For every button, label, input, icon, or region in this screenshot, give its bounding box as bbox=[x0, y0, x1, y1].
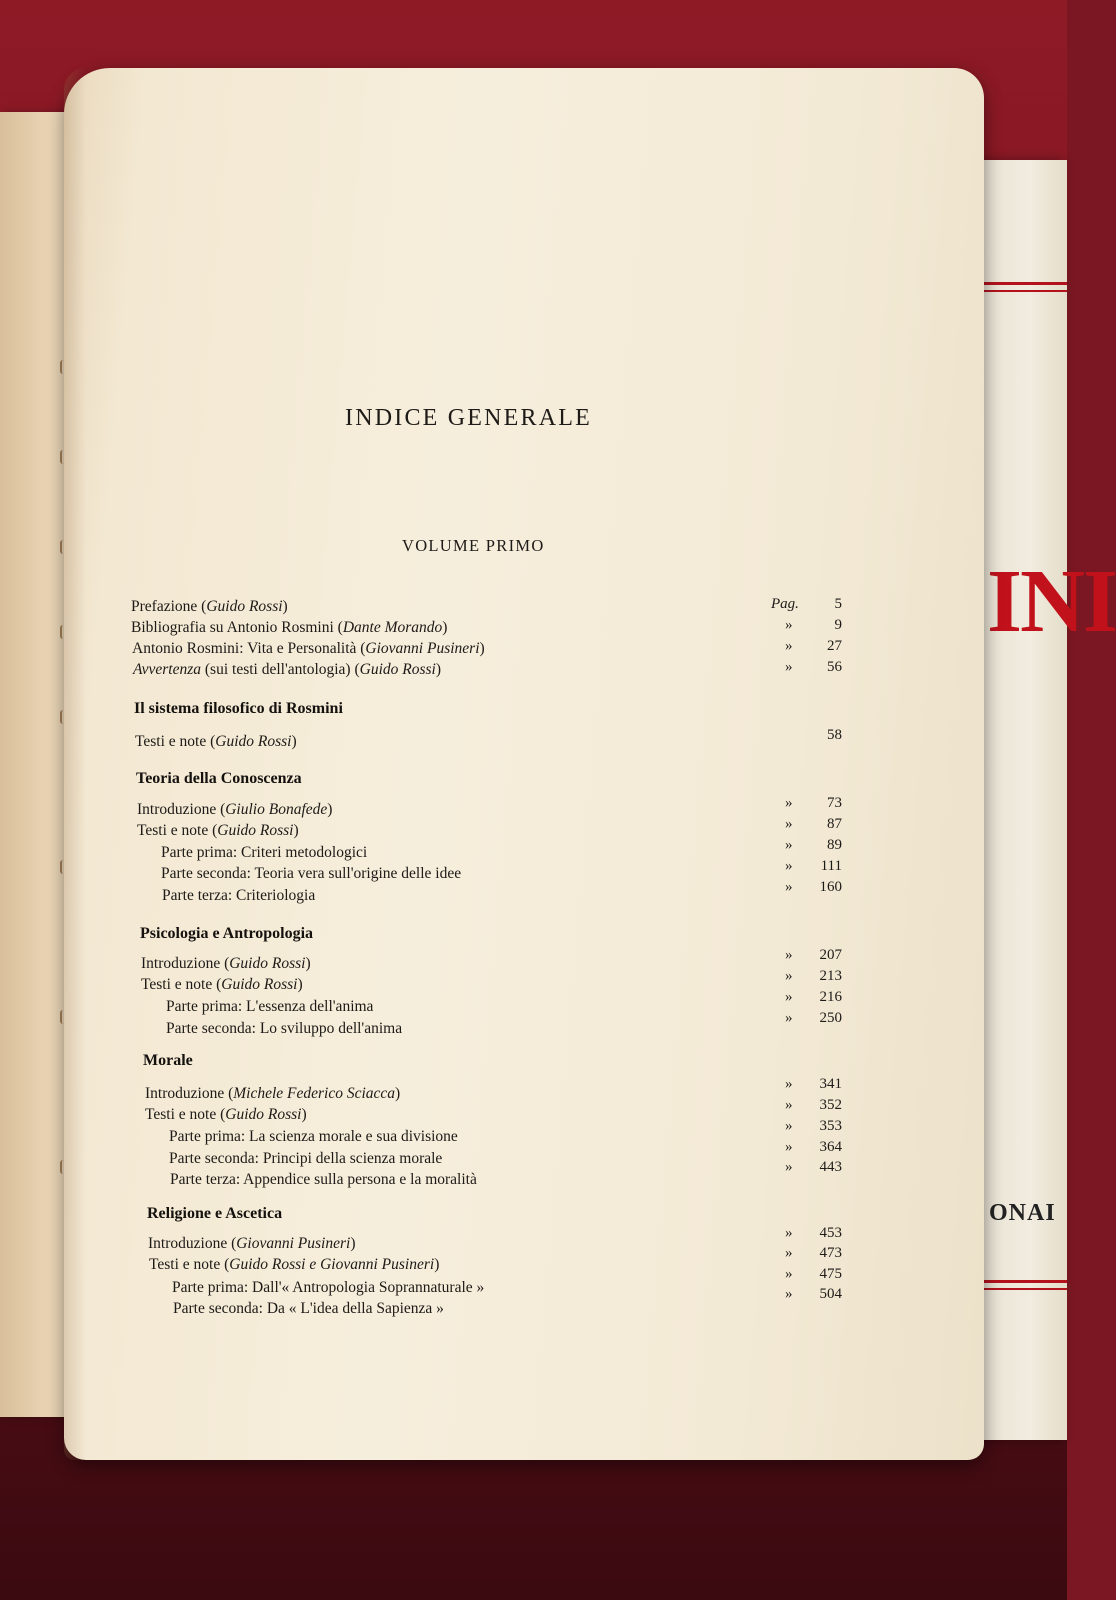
entry-text: Testi e note ( bbox=[149, 1256, 230, 1273]
entry-text: ) bbox=[479, 640, 485, 657]
section-heading: Religione e Ascetica bbox=[147, 1205, 283, 1222]
page-number bbox=[785, 1118, 842, 1138]
page-number-value: 9 bbox=[834, 617, 842, 633]
page-number-value: 453 bbox=[819, 1225, 842, 1241]
page-number-value: 352 bbox=[819, 1097, 842, 1113]
entry-text: Parte seconda: Da « L'idea della Sapienza » bbox=[173, 1300, 444, 1317]
toc-entry bbox=[132, 640, 485, 658]
page-number bbox=[785, 1139, 842, 1159]
page-number-value: 250 bbox=[819, 1010, 842, 1026]
page-number-value: 87 bbox=[827, 816, 842, 832]
entry-text: ) bbox=[297, 976, 303, 993]
ditto-mark: » bbox=[785, 617, 793, 633]
entry-text: Bibliografia su Antonio Rosmini ( bbox=[131, 619, 343, 636]
page-number bbox=[785, 795, 842, 815]
toc-entry bbox=[169, 1128, 458, 1146]
entry-text: Parte seconda: Teoria vera sull'origine delle idee bbox=[161, 865, 462, 882]
author-name: Michele Federico Sciacca bbox=[233, 1085, 396, 1102]
page-number-value: 58 bbox=[827, 727, 842, 743]
booklet-cover-letters: INI bbox=[987, 552, 1116, 651]
page-number-value: 353 bbox=[819, 1118, 842, 1134]
toc-entry bbox=[148, 1235, 356, 1253]
toc-entry bbox=[162, 887, 315, 905]
toc-entry bbox=[131, 619, 447, 637]
page-label: Pag. bbox=[771, 596, 799, 612]
page-number bbox=[785, 727, 842, 747]
page-number-value: 89 bbox=[827, 837, 842, 853]
author-name: Giovanni Pusineri bbox=[365, 640, 480, 657]
ditto-mark: » bbox=[785, 968, 793, 984]
page-number bbox=[785, 617, 842, 637]
entry-text: Parte prima: La scienza morale e sua divisione bbox=[169, 1128, 458, 1145]
entry-text: Antonio Rosmini: Vita e Personalità ( bbox=[132, 640, 366, 657]
page-number-value: 216 bbox=[819, 989, 842, 1005]
entry-text: Parte terza: Criteriologia bbox=[162, 887, 316, 904]
entry-text: ) bbox=[305, 955, 311, 972]
entry-text: Parte prima: L'essenza dell'anima bbox=[166, 998, 374, 1015]
author-name: Giulio Bonafede bbox=[225, 801, 328, 818]
ditto-mark: » bbox=[785, 1076, 793, 1092]
page-number bbox=[785, 1245, 842, 1265]
ditto-mark: » bbox=[785, 858, 793, 874]
author-name: Guido Rossi bbox=[359, 661, 436, 678]
ditto-mark: » bbox=[785, 1097, 793, 1113]
toc-entry bbox=[170, 1171, 477, 1189]
page-number bbox=[785, 947, 842, 967]
entry-text: ) bbox=[327, 801, 333, 818]
author-name: Guido Rossi bbox=[206, 598, 283, 615]
entry-text: Parte seconda: Lo sviluppo dell'anima bbox=[166, 1020, 403, 1037]
entry-text: Testi e note ( bbox=[145, 1106, 226, 1123]
author-name: Guido Rossi bbox=[229, 955, 306, 972]
entry-text: ) bbox=[282, 598, 288, 615]
section-heading: Il sistema filosofico di Rosmini bbox=[134, 700, 343, 717]
toc-entry bbox=[173, 1300, 444, 1318]
ditto-mark: » bbox=[785, 1010, 793, 1026]
ditto-mark: » bbox=[785, 1266, 793, 1282]
author-name: Avvertenza bbox=[133, 661, 202, 678]
entry-text: Testi e note ( bbox=[137, 822, 218, 839]
entry-text: ) bbox=[293, 822, 299, 839]
ditto-mark: » bbox=[785, 795, 793, 811]
ditto-mark: » bbox=[785, 1286, 793, 1302]
entry-text: ) bbox=[435, 661, 442, 678]
page-number-value: 213 bbox=[819, 968, 842, 984]
toc-entry bbox=[141, 976, 303, 994]
entry-text: Introduzione ( bbox=[148, 1235, 237, 1252]
entry-text: ) bbox=[395, 1085, 401, 1102]
page-number bbox=[785, 1159, 842, 1179]
entry-text: Parte prima: Criteri metodologici bbox=[161, 844, 368, 861]
toc-entry bbox=[161, 865, 461, 883]
entry-text: Prefazione ( bbox=[131, 598, 207, 615]
page-number bbox=[785, 1286, 842, 1306]
toc-entry bbox=[141, 955, 311, 973]
ditto-mark: » bbox=[785, 1159, 793, 1175]
page-number bbox=[771, 596, 842, 616]
ditto-mark: » bbox=[785, 1225, 793, 1241]
page-number bbox=[785, 1010, 842, 1030]
page-number bbox=[785, 989, 842, 1009]
section-heading: Psicologia e Antropologia bbox=[140, 925, 314, 942]
booklet-cover-text: ONAI bbox=[989, 1200, 1056, 1226]
entry-text: Parte prima: Dall'« Antropologia Soprannaturale » bbox=[172, 1279, 485, 1296]
ditto-mark: » bbox=[785, 1118, 793, 1134]
toc-entry bbox=[145, 1085, 400, 1103]
page-number bbox=[785, 816, 842, 836]
entry-text: Testi e note ( bbox=[141, 976, 222, 993]
page-number bbox=[785, 1266, 842, 1286]
author-name: Guido Rossi bbox=[217, 822, 294, 839]
entry-text: Parte seconda: Principi della scienza morale bbox=[169, 1150, 443, 1167]
toc-entry bbox=[172, 1279, 484, 1297]
page-number bbox=[785, 879, 842, 899]
toc-entry bbox=[137, 801, 332, 819]
toc-entry bbox=[166, 1020, 402, 1038]
page-title: INDICE GENERALE bbox=[345, 405, 592, 431]
page-number-value: 111 bbox=[820, 858, 842, 874]
page-number-value: 475 bbox=[819, 1266, 842, 1282]
page-number-value: 364 bbox=[819, 1139, 842, 1155]
page-number-value: 443 bbox=[819, 1159, 842, 1175]
entry-text: Testi e note ( bbox=[135, 733, 216, 750]
author-name: Guido Rossi e Giovanni Pusineri bbox=[229, 1256, 435, 1273]
page-number bbox=[785, 659, 842, 679]
page-number-value: 504 bbox=[819, 1286, 842, 1302]
toc-entry bbox=[135, 733, 297, 751]
page-number bbox=[785, 858, 842, 878]
page-number bbox=[785, 1225, 842, 1245]
page-number bbox=[785, 1097, 842, 1117]
page-number-value: 27 bbox=[827, 638, 842, 654]
toc-entry bbox=[149, 1256, 439, 1274]
page-number-value: 56 bbox=[827, 659, 842, 675]
author-name: Guido Rossi bbox=[215, 733, 292, 750]
ditto-mark: » bbox=[785, 879, 793, 895]
volume-heading: VOLUME PRIMO bbox=[402, 536, 545, 555]
background-booklet bbox=[975, 160, 1116, 1440]
entry-text: Introduzione ( bbox=[141, 955, 230, 972]
toc-entry bbox=[145, 1106, 307, 1124]
ditto-mark: » bbox=[785, 989, 793, 1005]
page-number bbox=[785, 638, 842, 658]
author-name: Guido Rossi bbox=[225, 1106, 302, 1123]
toc-entry bbox=[161, 844, 367, 862]
toc-entry bbox=[137, 822, 299, 840]
section-heading: Teoria della Conoscenza bbox=[136, 770, 302, 787]
section-heading: Morale bbox=[143, 1052, 193, 1069]
ditto-mark: » bbox=[785, 638, 793, 654]
entry-text: ) bbox=[301, 1106, 307, 1123]
entry-text: ) bbox=[434, 1256, 440, 1273]
page-number-value: 160 bbox=[819, 879, 842, 895]
entry-text: ) bbox=[291, 733, 297, 750]
toc-entry bbox=[169, 1150, 442, 1168]
entry-text: Introduzione ( bbox=[137, 801, 226, 818]
entry-text: ) bbox=[350, 1235, 356, 1252]
entry-text: Introduzione ( bbox=[145, 1085, 234, 1102]
page-number bbox=[785, 1076, 842, 1096]
entry-text: Parte terza: Appendice sulla persona e la moralità bbox=[170, 1171, 477, 1188]
page-number bbox=[785, 837, 842, 857]
entry-text: ) bbox=[442, 619, 448, 636]
ditto-mark: » bbox=[785, 1139, 793, 1155]
page-number-value: 473 bbox=[819, 1245, 842, 1261]
ditto-mark: » bbox=[785, 1245, 793, 1261]
toc-entry bbox=[133, 661, 441, 679]
entry-text: (sui testi dell'antologia) ( bbox=[201, 661, 360, 678]
ditto-mark: » bbox=[785, 816, 793, 832]
ditto-mark: » bbox=[785, 837, 793, 853]
page-number-value: 5 bbox=[834, 596, 842, 612]
author-name: Giovanni Pusineri bbox=[236, 1235, 351, 1252]
page-number-value: 73 bbox=[827, 795, 842, 811]
page-number-value: 341 bbox=[819, 1076, 842, 1092]
ditto-mark: » bbox=[785, 947, 793, 963]
ditto-mark: » bbox=[785, 659, 793, 675]
toc-entry bbox=[166, 998, 373, 1016]
page-number-value: 207 bbox=[819, 947, 842, 963]
page-number bbox=[785, 968, 842, 988]
author-name: Dante Morando bbox=[342, 619, 443, 636]
toc-entry bbox=[131, 598, 288, 616]
author-name: Guido Rossi bbox=[221, 976, 298, 993]
